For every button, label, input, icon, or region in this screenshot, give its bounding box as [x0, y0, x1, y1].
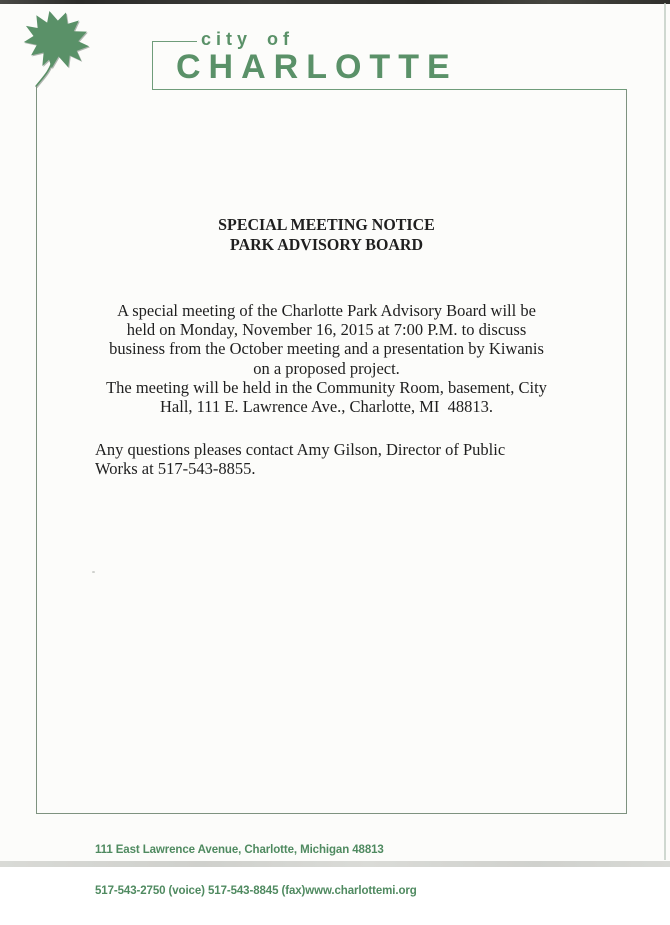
paragraph-line: Hall, 111 E. Lawrence Ave., Charlotte, MI 48813. [160, 397, 493, 417]
frame-top-rule [152, 89, 627, 90]
notice-paragraph-meeting-details [31, 301, 622, 416]
paragraph-line: Works at 517-543-8855. [95, 459, 256, 478]
scan-edge-right [664, 3, 666, 860]
frame-left-rule [36, 86, 37, 813]
maple-leaf-icon [18, 8, 94, 92]
paragraph-line: held on Monday, November 16, 2015 at 7:00 P.M. to discuss [126, 320, 527, 340]
paragraph-line: business from the October meeting and a presentation by Kiwanis [109, 339, 544, 359]
logo-tagline: city of [201, 29, 295, 49]
paragraph-line: Any questions pleases contact Amy Gilson, Director of Public [95, 440, 506, 459]
frame-bottom-rule [36, 813, 627, 814]
notice-title [49, 215, 605, 255]
scan-edge-top [0, 0, 670, 4]
notice-title-line: PARK ADVISORY BOARD [230, 235, 423, 254]
scan-artifact-dot [92, 571, 95, 573]
frame-right-rule [626, 89, 627, 813]
footer-contact: 517-543-2750 (voice) 517-543-8845 (fax)www.charlottemi.org [95, 884, 417, 897]
notice-paragraph-contact [95, 440, 575, 478]
footer-address: 111 East Lawrence Avenue, Charlotte, Michigan 48813 [95, 844, 384, 856]
logo-box-top-rule [152, 41, 197, 42]
logo-box-left-rule [152, 41, 153, 89]
paragraph-line: The meeting will be held in the Community Room, basement, City [106, 377, 547, 397]
letterhead-footer [95, 817, 417, 925]
paragraph-line: on a proposed project. [253, 358, 400, 378]
paragraph-line: A special meeting of the Charlotte Park Advisory Board will be [117, 301, 536, 320]
notice-title-line: SPECIAL MEETING NOTICE [218, 215, 435, 234]
logo-city-name: CHARLOTTE [176, 48, 458, 86]
